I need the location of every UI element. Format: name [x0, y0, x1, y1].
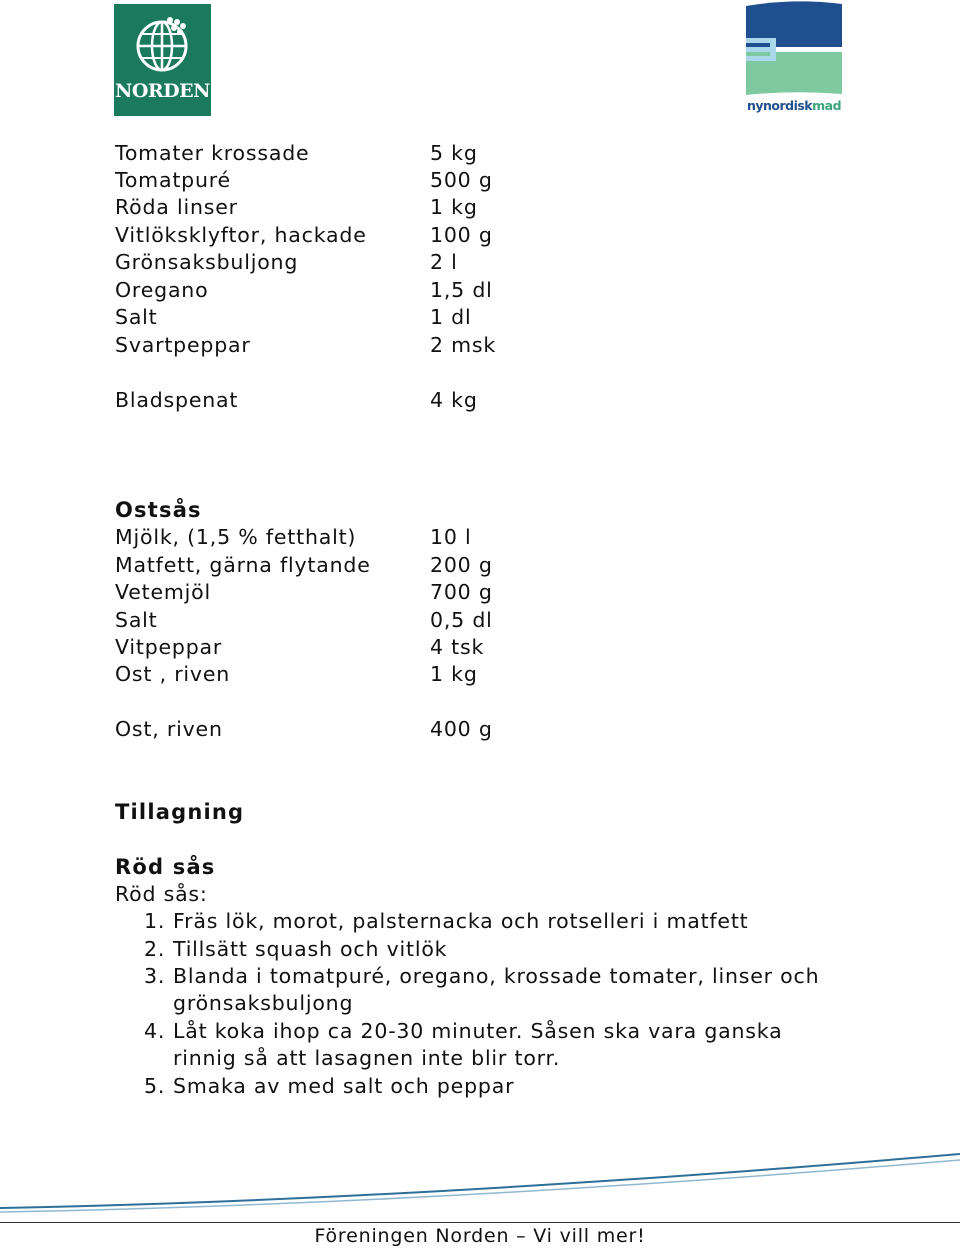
ingredient-name: Bladspenat	[115, 388, 239, 412]
footer-text: Föreningen Norden – Vi vill mer!	[0, 1222, 960, 1250]
norden-wordmark: NORDEN	[114, 80, 211, 102]
ingredient-name: Vitlöksklyftor, hackade	[115, 223, 367, 247]
ingredient-name: Tomater krossade	[115, 141, 310, 165]
ingredient-qty: 5 kg	[430, 141, 478, 165]
ingredient-name: Mjölk, (1,5 % fetthalt)	[115, 525, 357, 549]
ingredient-qty: 100 g	[430, 223, 493, 247]
ingredient-qty: 2 msk	[430, 333, 497, 357]
ingredient-qty: 400 g	[430, 717, 493, 741]
step-text: Låt koka ihop ca 20-30 minuter. Såsen ska vara ganska	[173, 1019, 783, 1043]
step-number: 2.	[144, 937, 166, 961]
ingredient-qty: 1 dl	[430, 305, 472, 329]
step-text-continued: grönsaksbuljong	[173, 991, 354, 1015]
rod-sas-heading: Röd sås	[115, 855, 216, 879]
step-number: 4.	[144, 1019, 166, 1043]
step-number: 1.	[144, 909, 166, 933]
ingredient-qty: 2 l	[430, 250, 458, 274]
ingredient-qty: 0,5 dl	[430, 608, 493, 632]
step-text: Tillsätt squash och vitlök	[173, 937, 448, 961]
rod-sas-intro: Röd sås:	[115, 882, 208, 906]
step-text: Smaka av med salt och peppar	[173, 1074, 515, 1098]
step-text: Blanda i tomatpuré, oregano, krossade tomater, linser och	[173, 964, 820, 988]
ingredient-name: Ost , riven	[115, 662, 231, 686]
ingredient-qty: 500 g	[430, 168, 493, 192]
ingredient-qty: 4 tsk	[430, 635, 485, 659]
tillagning-heading: Tillagning	[115, 800, 245, 824]
ingredient-qty: 700 g	[430, 580, 493, 604]
ingredient-name: Vetemjöl	[115, 580, 211, 604]
nynordiskmad-logo	[744, 0, 844, 118]
ingredient-name: Salt	[115, 608, 158, 632]
ingredient-name: Tomatpuré	[115, 168, 231, 192]
ingredient-qty: 4 kg	[430, 388, 478, 412]
ingredient-name: Vitpeppar	[115, 635, 223, 659]
globe-icon	[134, 12, 190, 72]
step-text: Fräs lök, morot, palsternacka och rotselleri i matfett	[173, 909, 749, 933]
ingredient-qty: 1 kg	[430, 662, 478, 686]
ingredient-name: Matfett, gärna flytande	[115, 553, 371, 577]
ostsas-heading: Ostsås	[115, 498, 202, 522]
step-number: 3.	[144, 964, 166, 988]
nynordiskmad-wordmark: nynordiskmad	[746, 98, 842, 113]
ingredient-name: Grönsaksbuljong	[115, 250, 299, 274]
ingredient-name: Röda linser	[115, 195, 238, 219]
ingredient-qty: 200 g	[430, 553, 493, 577]
ingredient-qty: 1,5 dl	[430, 278, 493, 302]
ingredient-name: Ost, riven	[115, 717, 223, 741]
step-text-continued: rinnig så att lasagnen inte blir torr.	[173, 1046, 561, 1070]
norden-logo	[114, 4, 211, 116]
ingredient-name: Svartpeppar	[115, 333, 251, 357]
fork-icon	[744, 0, 844, 96]
ingredient-name: Salt	[115, 305, 158, 329]
ingredient-qty: 10 l	[430, 525, 472, 549]
ingredient-qty: 1 kg	[430, 195, 478, 219]
step-number: 5.	[144, 1074, 166, 1098]
footer-swoosh	[0, 1150, 960, 1220]
ingredient-name: Oregano	[115, 278, 209, 302]
